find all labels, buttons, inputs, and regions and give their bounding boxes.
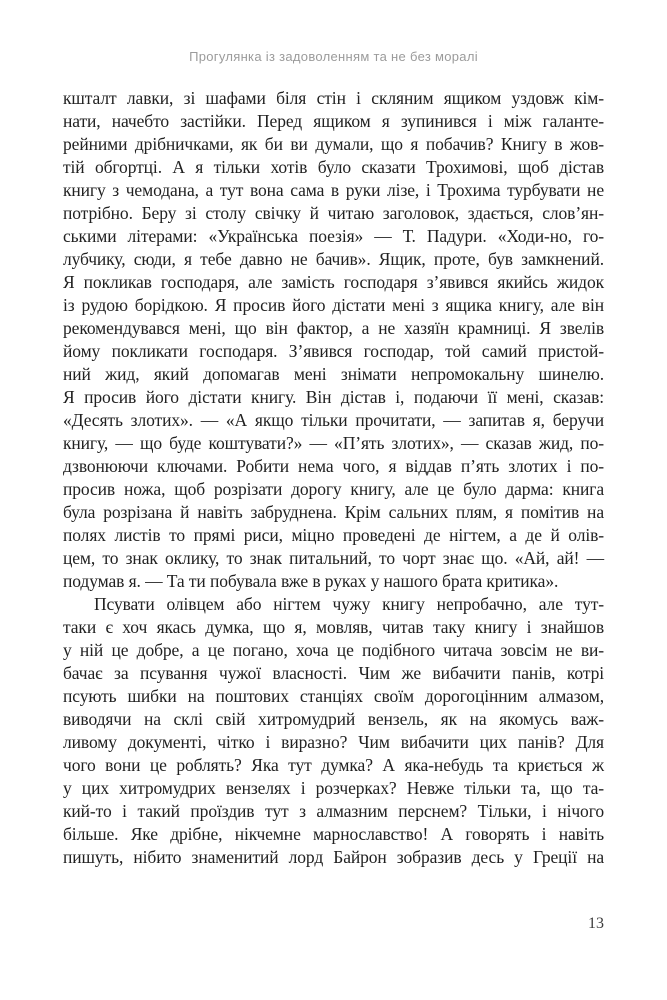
text-line: псують шибки на поштових станціях своїм дорогоцінним алмазом,: [63, 686, 604, 706]
text-line: просив ножа, щоб розрізати дорогу книгу, але це було дарма: книга: [63, 479, 604, 499]
text-line: подумав я. — Та ти побувала вже в руках у нашого брата критика».: [63, 571, 559, 591]
text-line: більше. Яке дрібне, нікчемне марнославство! А говорять і навіть: [63, 824, 604, 844]
text-line: Я просив його дістати книгу. Він дістав і, подаючи її мені, сказав:: [63, 387, 604, 407]
text-line: Псувати олівцем або нігтем чужу книгу непробачно, але тут-: [94, 594, 604, 614]
text-line: йому покликати господаря. З’явився господар, той самий пристой-: [63, 341, 604, 361]
text-line: ний жид, який допомагав мені знімати непромокальну шинелю.: [63, 364, 604, 384]
text-line: чого вони це роблять? Яка тут думка? А яка-небудь та криється ж: [63, 755, 604, 775]
text-line: виводячи на склі свій хитромудрий вензель, як на якомусь важ-: [63, 709, 604, 729]
text-line: книгу з чемодана, а тут вона сама в руки лізе, і Трохима турбувати не: [63, 180, 604, 200]
text-line: лубчику, сюди, я тебе давно не бачив». Ящик, проте, був замкнений.: [63, 249, 604, 269]
text-line: кий-то і такий проїздив тут з алмазним перснем? Тільки, і нічого: [63, 801, 604, 821]
text-line: ливому документі, чітко і виразно? Чим вибачити цих панів? Для: [63, 732, 604, 752]
text-line: із рудою борідкою. Я просив його дістати мені з ящика книгу, але він: [63, 295, 604, 315]
text-line: Я покликав господаря, але замість господаря з’явився якийсь жидок: [63, 272, 604, 292]
text-line: рекомендувався мені, що він фактор, а не хазяїн крамниці. Я звелів: [63, 318, 604, 338]
text-line: пишуть, нібито знаменитий лорд Байрон зобразив десь у Греції на: [63, 847, 604, 867]
body-text: [63, 87, 604, 869]
text-line: тій обгортці. А я тільки хотів було сказати Трохимові, щоб дістав: [63, 157, 604, 177]
text-line: цем, то знак оклику, то знак питальний, то чорт знає що. «Ай, ай! —: [63, 548, 604, 568]
text-line: дзвонюючи ключами. Робити нема чого, я віддав п’ять злотих і по-: [63, 456, 604, 476]
text-line: у ній це добре, а це погано, хоча це подібного читача зовсім не ви-: [63, 640, 604, 660]
text-line: книгу, — що буде коштувати?» — «П’ять злотих», — сказав жид, по-: [63, 433, 604, 453]
text-line: «Десять злотих». — «А якщо тільки прочитати, — запитав я, беручи: [63, 410, 604, 430]
text-line: у цих хитромудрих вензелях і розчерках? Невже тільки та, що та-: [63, 778, 604, 798]
text-line: кшталт лавки, зі шафами біля стін і скляним ящиком уздовж кім-: [63, 88, 604, 108]
text-line: полях листів то прямі риси, міцно проведені де нігтем, а де й олів-: [63, 525, 604, 545]
text-line: таки є хоч якась думка, що я, мовляв, читав таку книгу і знайшов: [63, 617, 604, 637]
page-number: 13: [588, 915, 604, 932]
text-line: бачає за псування чужої власності. Чим же вибачити панів, котрі: [63, 663, 604, 683]
text-line: рейними дрібничками, як би ви думали, що я побачив? Книгу в жов-: [63, 134, 604, 154]
text-line: потрібно. Беру зі столу свічку й читаю заголовок, здається, слов’ян-: [63, 203, 604, 223]
running-header: Прогулянка із задоволенням та не без моралі: [189, 49, 478, 64]
text-line: була розрізана й навіть забруднена. Крім сальних плям, я помітив на: [63, 502, 604, 522]
text-line: нати, начебто застійки. Перед ящиком я зупинився і між галанте-: [63, 111, 604, 131]
text-line: ськими літерами: «Українська поезія» — Т. Падури. «Ходи-но, го-: [63, 226, 604, 246]
